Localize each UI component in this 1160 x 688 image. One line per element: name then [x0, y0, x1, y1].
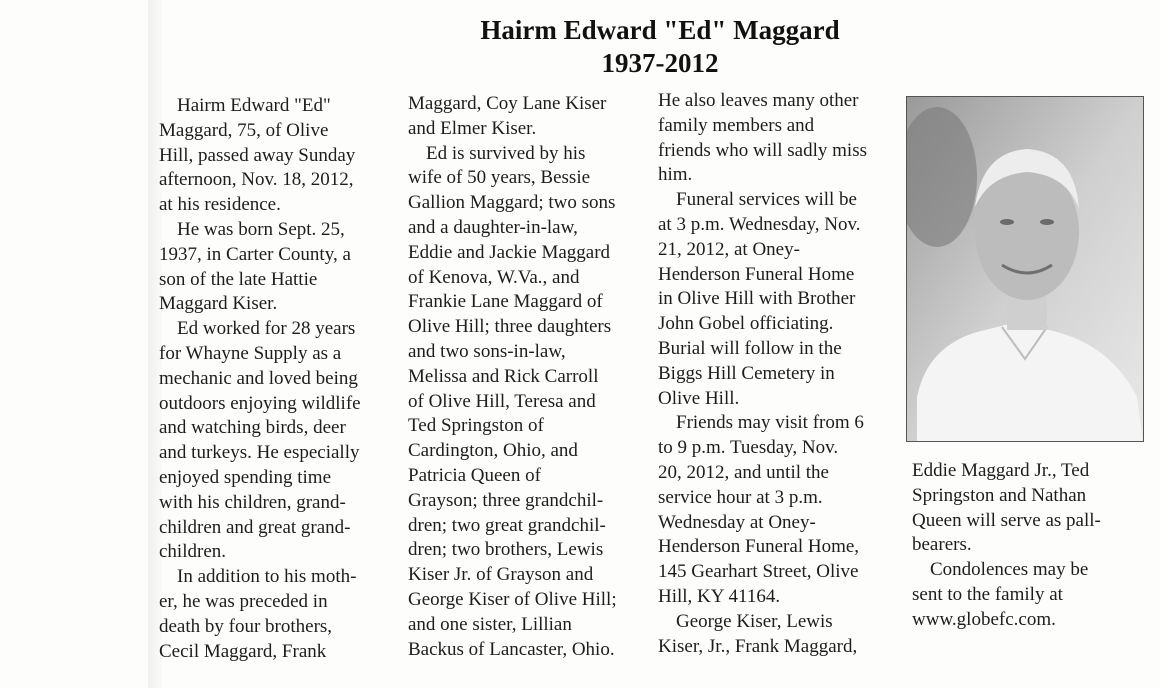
- text-line: enjoyed spending time: [159, 466, 332, 488]
- text-line: 21, 2012, at Oney-: [658, 238, 800, 260]
- text-line: friends who will sadly miss: [658, 139, 867, 161]
- text-line: afternoon, Nov. 18, 2012,: [159, 169, 354, 191]
- text-line: dren; two great grandchil-: [408, 514, 606, 536]
- bleed-through-text: [910, 0, 1160, 90]
- text-line: outdoors enjoying wildlife: [159, 392, 361, 414]
- text-line: Burial will follow in the: [658, 337, 842, 359]
- text-line: at 3 p.m. Wednesday, Nov.: [658, 213, 861, 235]
- text-line: Biggs Hill Cemetery in: [658, 362, 835, 384]
- text-line: Hill, KY 41164.: [658, 585, 781, 607]
- text-line: Henderson Funeral Home,: [658, 536, 860, 558]
- text-line: to 9 p.m. Tuesday, Nov.: [658, 437, 839, 459]
- text-line: 20, 2012, and until the: [658, 461, 829, 483]
- text-line: Patricia Queen of: [408, 464, 541, 486]
- text-line: He was born Sept. 25,: [177, 218, 345, 240]
- text-line: of Kenova, W.Va., and: [408, 266, 580, 288]
- obituary-years: 1937-2012: [601, 48, 719, 78]
- text-line: Wednesday at Oney-: [658, 511, 816, 533]
- text-line: 1937, in Carter County, a: [159, 243, 351, 265]
- text-line: family members and: [658, 114, 815, 136]
- text-line: In addition to his moth-: [177, 566, 357, 588]
- text-line: Funeral services will be: [676, 189, 857, 211]
- text-line: Frankie Lane Maggard of: [408, 291, 603, 313]
- text-line: Springston and Nathan: [912, 484, 1087, 506]
- text-line: Kiser Jr. of Grayson and: [408, 564, 594, 586]
- text-line: Melissa and Rick Carroll: [408, 365, 599, 387]
- text-line: and one sister, Lillian: [408, 613, 572, 635]
- photo-left-eye: [1000, 219, 1014, 225]
- text-line: and turkeys. He especially: [159, 442, 360, 464]
- text-line: in Olive Hill with Brother: [658, 288, 856, 310]
- text-line: Maggard, Coy Lane Kiser: [408, 93, 607, 114]
- text-line: him.: [658, 164, 693, 186]
- text-line: er, he was preceded in: [159, 590, 328, 612]
- text-line: Backus of Lancaster, Ohio.: [408, 638, 615, 660]
- text-line: Ted Springston of: [408, 415, 544, 437]
- text-line: and a daughter-in-law,: [408, 216, 578, 238]
- text-line: Olive Hill; three daughters: [408, 316, 612, 338]
- text-line: Ed is survived by his: [426, 142, 586, 164]
- text-line: death by four brothers,: [159, 615, 333, 637]
- text-line: mechanic and loved being: [159, 367, 358, 389]
- text-line: children.: [159, 541, 227, 563]
- text-line: and two sons-in-law,: [408, 340, 566, 362]
- text-line: Grayson; three grandchil-: [408, 489, 604, 511]
- text-line: 145 Gearhart Street, Olive: [658, 561, 859, 583]
- text-line: and Elmer Kiser.: [408, 117, 537, 139]
- text-line: Queen will serve as pall-: [912, 509, 1101, 531]
- obituary-title: Hairm Edward "Ed" Maggard: [480, 15, 840, 45]
- text-line: with his children, grand-: [159, 491, 346, 513]
- text-line: Ed worked for 28 years: [177, 318, 356, 340]
- text-line: son of the late Hattie: [159, 268, 318, 290]
- text-line: wife of 50 years, Bessie: [408, 167, 591, 189]
- portrait-svg: [907, 97, 1143, 441]
- obituary-column-4: [912, 459, 1101, 633]
- text-line: Eddie Maggard Jr., Ted: [912, 460, 1090, 481]
- text-line: Henderson Funeral Home: [658, 263, 855, 285]
- text-line: Eddie and Jackie Maggard: [408, 241, 611, 263]
- text-line: children and great grand-: [159, 516, 351, 538]
- obituary-column-1: [159, 94, 361, 664]
- text-line: of Olive Hill, Teresa and: [408, 390, 596, 412]
- text-line: Condolences may be: [930, 559, 1089, 581]
- text-line: Cecil Maggard, Frank: [159, 640, 327, 662]
- text-line: Hill, passed away Sunday: [159, 144, 356, 166]
- obituary-column-2: [408, 92, 617, 662]
- text-line: Olive Hill.: [658, 387, 740, 409]
- text-line: service hour at 3 p.m.: [658, 486, 823, 508]
- text-line: Cardington, Ohio, and: [408, 440, 578, 462]
- text-line: dren; two brothers, Lewis: [408, 539, 604, 561]
- text-line: www.globefc.com.: [912, 608, 1056, 630]
- text-line: Maggard Kiser.: [159, 293, 278, 315]
- text-line: He also leaves many other: [658, 90, 859, 111]
- text-line: Maggard, 75, of Olive: [159, 119, 329, 141]
- text-line: Kiser, Jr., Frank Maggard,: [658, 635, 858, 657]
- text-line: bearers.: [912, 534, 972, 556]
- text-line: sent to the family at: [912, 583, 1063, 605]
- text-line: George Kiser, Lewis: [676, 610, 833, 632]
- text-line: Friends may visit from 6: [676, 412, 864, 434]
- text-line: for Whayne Supply as a: [159, 342, 342, 364]
- photo-right-eye: [1040, 219, 1054, 225]
- obituary-column-3: [658, 89, 867, 659]
- text-line: John Gobel officiating.: [658, 313, 834, 335]
- text-line: at his residence.: [159, 194, 281, 216]
- text-line: and watching birds, deer: [159, 417, 346, 439]
- portrait-photo-icon: [906, 96, 1144, 442]
- text-line: Gallion Maggard; two sons: [408, 192, 616, 214]
- text-line: George Kiser of Olive Hill;: [408, 588, 617, 610]
- text-line: Hairm Edward "Ed": [177, 95, 331, 116]
